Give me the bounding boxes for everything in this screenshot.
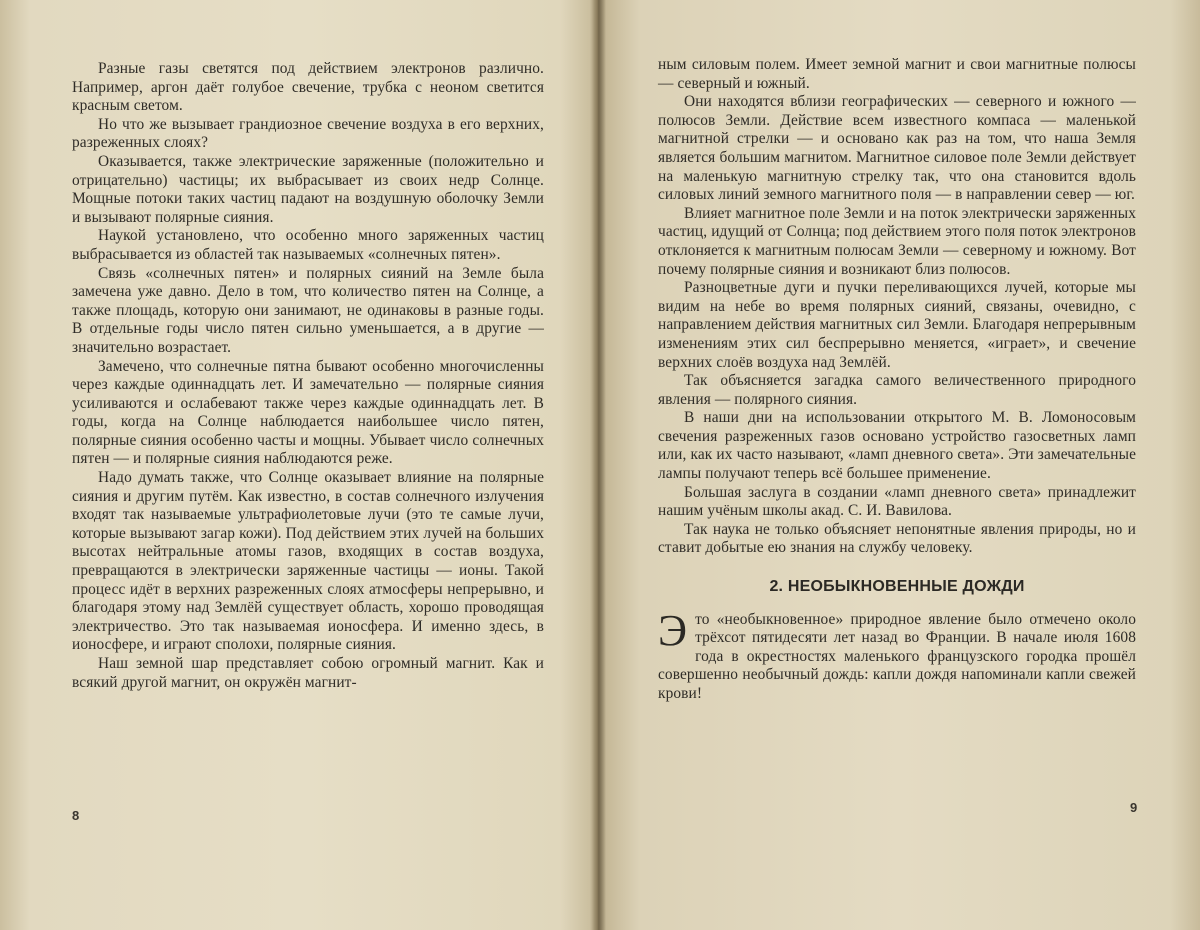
book-gutter — [590, 0, 606, 930]
right-page — [658, 56, 1136, 704]
right-paragraph-2: Влияет магнитное поле Земли и на поток электрически заряженных частиц, идущий от Солнца; под действием этого поля поток электронов отклоняется к магнитным полюсам Земли — северному и южному. Вот почему полярные сияния и возникают близ полюсов. — [658, 204, 1136, 278]
left-page-number: 8 — [72, 808, 80, 823]
right-continuation: ным силовым полем. Имеет земной магнит и свои магнитные полюсы — северный и южный. — [658, 56, 1136, 92]
right-page-number: 9 — [1130, 800, 1138, 815]
right-paragraph-4: Так объясняется загадка самого величественного природного явления — полярного сияния. — [658, 372, 1136, 408]
section-text: то «необыкновенное» природное явление было отмечено около трёхсот пятидесяти лет назад во Франции. В начале июля 1608 года в окрестностях маленького французского городка прошёл совершенно необычный дождь: капли дождя напоминали капли свежей крови! — [658, 610, 1136, 702]
right-paragraph-3: Разноцветные дуги и пучки переливающихся лучей, которые мы видим на небе во время полярных сияний, связаны, очевидно, с направлением действия магнитных сил Земли. Благодаря непрерывным изменениям этих сил беспрерывно меняется, «играет», и свечение верхних слоёв воздуха над Землёй. — [658, 279, 1136, 371]
section-heading: 2. НЕОБЫКНОВЕННЫЕ ДОЖДИ — [769, 578, 1025, 596]
left-paragraph-4: Наукой установлено, что особенно много заряженных частиц выбрасывается из областей так называемых «солнечных пятен». — [72, 227, 544, 263]
left-paragraph-3: Оказывается, также электрические заряженные (положительно и отрицательно) частицы; их выбрасывает из своих недр Солнце. Мощные потоки таких частиц падают на воздушную оболочку Земли и вызывают полярные сияния. — [72, 152, 544, 226]
section-paragraph — [658, 605, 1136, 704]
left-paragraph-5: Связь «солнечных пятен» и полярных сияний на Земле была замечена уже давно. Дело в том, что количество пятен на Солнце, а также площадь, которую они занимают, не одинаковы в разные годы. В отдельные годы число пятен сильно уменьшается, а в другие — значительно возрастает. — [72, 264, 544, 356]
left-paragraph-1: Разные газы светятся под действием электронов различно. Например, аргон даёт голубое свечение, трубка с неоном светится красным светом. — [72, 60, 544, 115]
right-paragraph-1: Они находятся вблизи географических — северного и южного — полюсов Земли. Действие всем известного компаса — маленькой магнитной стрелки — и основано как раз на том, что наша Земля является большим магнитом. Магнитное силовое поле Земли действует на маленькую магнитную стрелку так, что она становится вдоль силовых линий земного магнитного поля — в направлении север — юг. — [658, 93, 1136, 204]
right-paragraph-7: Так наука не только объясняет непонятные явления природы, но и ставит добытые ею знания на службу человеку. — [658, 520, 1136, 557]
left-page — [72, 60, 544, 692]
left-paragraph-6: Замечено, что солнечные пятна бывают особенно многочисленны через каждые одиннадцать лет. И замечательно — полярные сияния усиливаются и ослабевают также через каждые одиннадцать лет. В годы, когда на Солнце наблюдается наибольшее число пятен, полярные сияния особенно часты и мощны. Убывает число солнечных пятен — и полярные сияния наблюдаются реже. — [72, 357, 544, 468]
right-paragraph-6: Большая заслуга в создании «ламп дневного света» принадлежит нашим учёным школы акад. С. И. Вавилова. — [658, 483, 1136, 520]
left-paragraph-8: Наш земной шар представляет собою огромный магнит. Как и всякий другой магнит, он окружён магнит- — [72, 655, 544, 691]
right-paragraph-5: В наши дни на использовании открытого М. В. Ломоносовым свечения разреженных газов основано устройство газосветных ламп или, как их часто называют, «ламп дневного света». Эти замечательные лампы получают теперь всё большее применение. — [658, 409, 1136, 483]
dropcap-letter: Э — [658, 605, 688, 655]
left-paragraph-2: Но что же вызывает грандиозное свечение воздуха в его верхних, разреженных слоях? — [72, 115, 544, 152]
left-paragraph-7: Надо думать также, что Солнце оказывает влияние на полярные сияния и другим путём. Как известно, в состав солнечного излучения входят так называемые ультрафиолетовые лучи (это те самые лучи, которые вызывают загар кожи). Под действием этих лучей на больших высотах нейтральные атомы газов, входящих в состав воздуха, превращаются в электрически заряженные частицы — ионы. Такой процесс идёт в верхних разреженных слоях атмосферы непрерывно, и благодаря этому над Землёй существует область, хорошо проводящая электричество. Это так называемая ионосфера. И именно здесь, в ионосфере, и играют сполохи, полярные сияния. — [72, 469, 544, 654]
